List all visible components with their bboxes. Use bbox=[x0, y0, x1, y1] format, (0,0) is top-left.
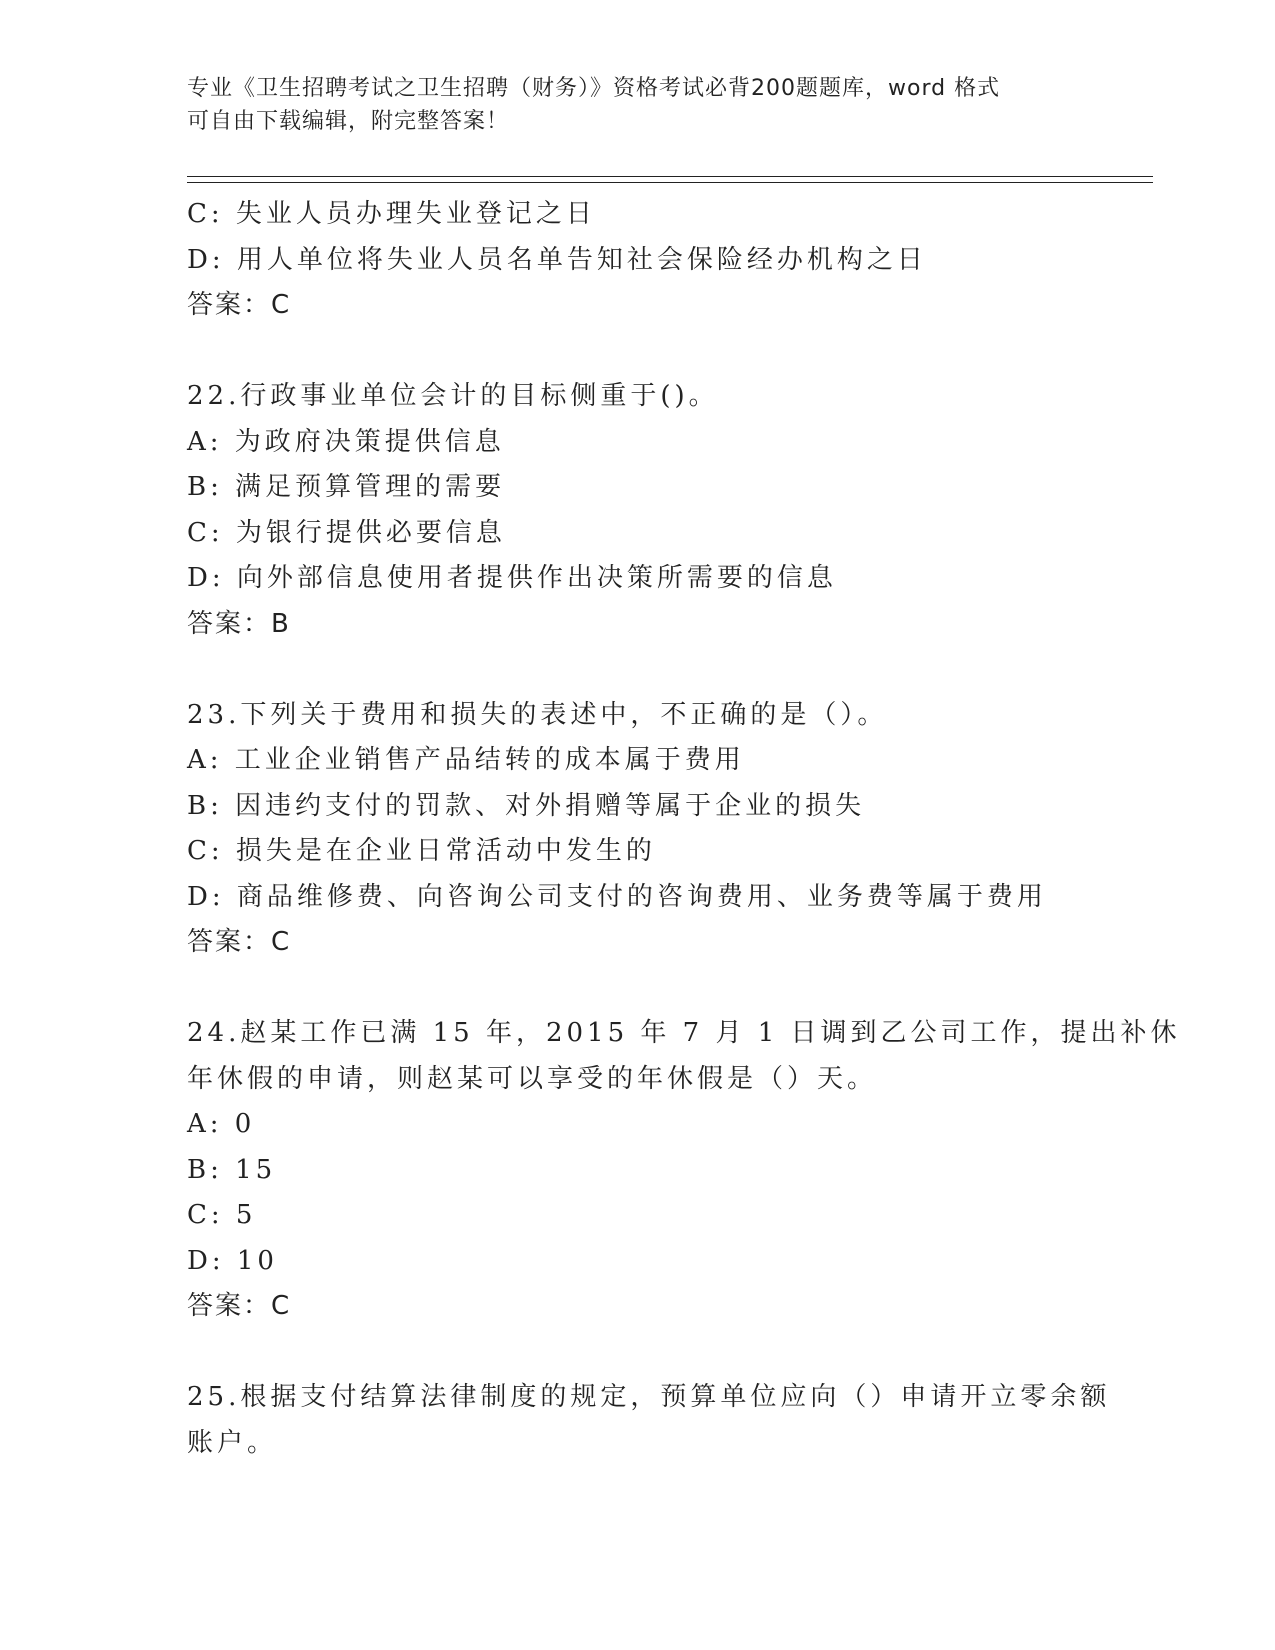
spacer bbox=[187, 329, 1087, 375]
question-text-line-2: 年休假的申请，则赵某可以享受的年休假是（）天。 bbox=[187, 1063, 878, 1094]
question-text-line-1: 25.根据支付结算法律制度的规定，预算单位应向（）申请开立零余额 bbox=[187, 1382, 1111, 1412]
answer-line: 答案：C bbox=[187, 290, 292, 320]
question-text-line-2: 账户。 bbox=[187, 1427, 278, 1458]
question-block-22 bbox=[187, 374, 1087, 647]
question-block-24 bbox=[187, 1011, 1181, 1330]
question-text-line-1: 24.赵某工作已满 15 年，2015 年 7 月 1 日调到乙公司工作，提出补休 bbox=[187, 1018, 1181, 1048]
question-content bbox=[187, 192, 1181, 1466]
question-text: 22.行政事业单位会计的目标侧重于()。 bbox=[187, 381, 719, 411]
option-b: B: 满足预算管理的需要 bbox=[187, 472, 506, 502]
option-b: B: 因违约支付的罚款、对外捐赠等属于企业的损失 bbox=[187, 790, 866, 821]
option-a: A: 工业企业销售产品结转的成本属于费用 bbox=[187, 745, 745, 775]
option-c: C: 损失是在企业日常活动中发生的 bbox=[187, 836, 656, 866]
spacer bbox=[187, 1330, 1087, 1376]
option-d: D: 商品维修费、向咨询公司支付的咨询费用、业务费等属于费用 bbox=[187, 881, 1047, 912]
answer-line: 答案：C bbox=[187, 927, 292, 957]
header-divider-bottom bbox=[187, 182, 1153, 183]
option-d: D: 向外部信息使用者提供作出决策所需要的信息 bbox=[187, 563, 837, 593]
question-block-25 bbox=[187, 1375, 1111, 1466]
option-c: C: 5 bbox=[187, 1200, 257, 1230]
answer-line: 答案：B bbox=[187, 608, 291, 639]
spacer bbox=[187, 647, 1087, 693]
option-d: D: 用人单位将失业人员名单告知社会保险经办机构之日 bbox=[187, 244, 927, 275]
option-b: B: 15 bbox=[187, 1154, 277, 1185]
header-line-2: 可自由下载编辑，附完整答案！ bbox=[187, 109, 510, 134]
option-a: A: 0 bbox=[187, 1109, 256, 1139]
header-divider-top bbox=[187, 176, 1153, 177]
document-header bbox=[187, 72, 1067, 138]
option-c: C: 为银行提供必要信息 bbox=[187, 517, 506, 548]
option-c: C: 失业人员办理失业登记之日 bbox=[187, 199, 596, 229]
header-line-1: 专业《卫生招聘考试之卫生招聘（财务）》资格考试必背200题题库，word 格式 bbox=[187, 76, 1001, 101]
question-text: 23.下列关于费用和损失的表述中，不正确的是（）。 bbox=[187, 699, 888, 730]
answer-line: 答案：C bbox=[187, 1291, 292, 1321]
spacer bbox=[187, 966, 1087, 1012]
option-d: D: 10 bbox=[187, 1245, 278, 1276]
option-a: A: 为政府决策提供信息 bbox=[187, 426, 505, 457]
question-block-21-continued bbox=[187, 192, 1087, 329]
question-block-23 bbox=[187, 693, 1087, 966]
